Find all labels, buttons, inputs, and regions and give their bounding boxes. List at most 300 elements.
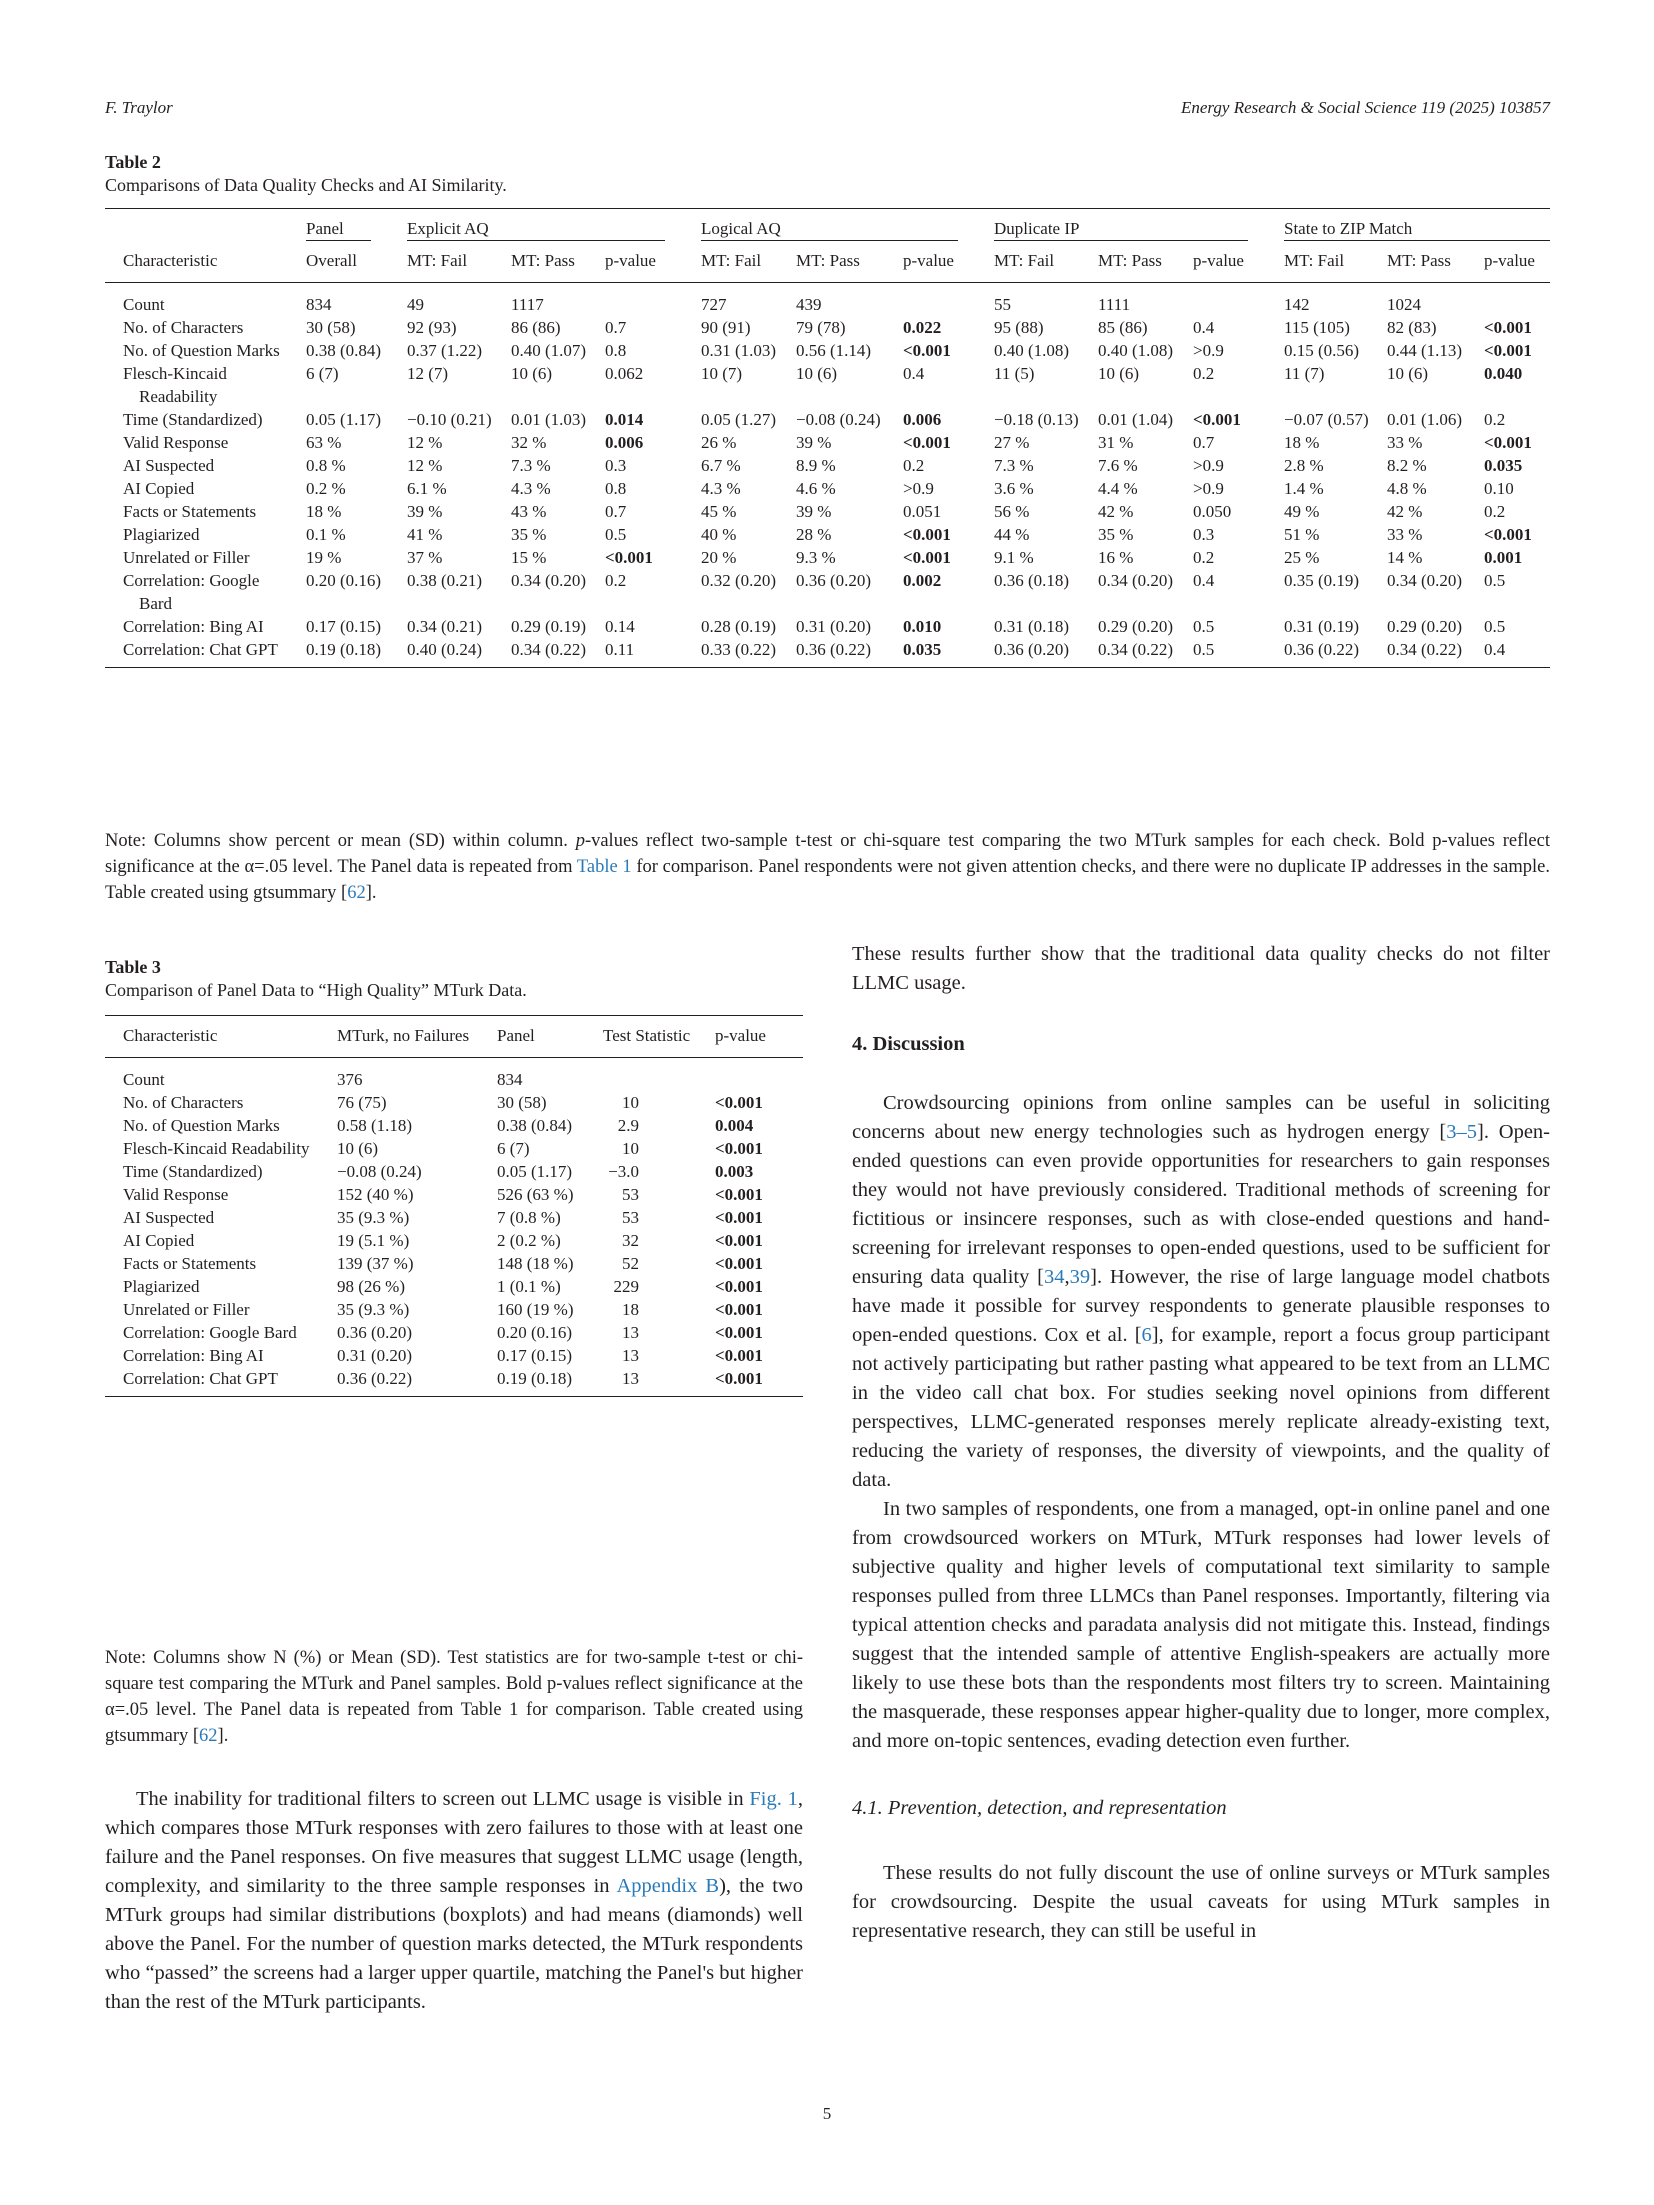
- table-cell: 35 %: [1098, 525, 1134, 544]
- table-cell: 32: [622, 1231, 639, 1250]
- table-cell: 0.3: [1193, 525, 1215, 544]
- table-cell: 1 (0.1 %): [497, 1277, 561, 1296]
- table-cell: <0.001: [715, 1185, 763, 1204]
- table-cell: 0.38 (0.21): [407, 571, 483, 590]
- table-cell: 0.36 (0.22): [337, 1369, 413, 1388]
- table-cell: >0.9: [1193, 479, 1224, 498]
- table-cell: 0.8: [605, 341, 627, 360]
- table-cell: 9.1 %: [994, 548, 1034, 567]
- running-header-author: F. Traylor: [105, 98, 173, 117]
- reference-link[interactable]: 62: [347, 883, 366, 903]
- table-cell: 0.05 (1.17): [497, 1162, 573, 1181]
- table-cell: 14 %: [1387, 548, 1423, 567]
- table2-group-header: Duplicate IP: [976, 209, 1266, 244]
- reference-link[interactable]: 34: [1044, 1266, 1065, 1288]
- table-cell: 10 (6): [511, 364, 553, 383]
- table-cell: 4.8 %: [1387, 479, 1427, 498]
- table-cell: 56 %: [994, 502, 1030, 521]
- table-cell: 0.17 (0.15): [497, 1346, 573, 1365]
- row-label: Unrelated or Filler: [123, 548, 250, 567]
- table3: [105, 1015, 803, 1397]
- table2-column-header: MT: Pass: [493, 243, 587, 283]
- table-cell: <0.001: [715, 1208, 763, 1227]
- table-cell: 1111: [1098, 295, 1131, 314]
- table-row: [105, 362, 1550, 408]
- table-cell: 35 %: [511, 525, 547, 544]
- row-label: AI Suspected: [123, 456, 215, 475]
- table-cell: 0.040: [1484, 364, 1523, 383]
- table-cell: 8.2 %: [1387, 456, 1427, 475]
- reference-link[interactable]: 6: [1141, 1324, 1152, 1346]
- table-cell: 4.3 %: [701, 479, 741, 498]
- table-cell: 10 (6): [1387, 364, 1429, 383]
- table-cell: 142: [1284, 295, 1310, 314]
- table-cell: 0.2: [1484, 502, 1506, 521]
- table-cell: 160 (19 %): [497, 1300, 574, 1319]
- row-label: No. of Question Marks: [123, 341, 280, 360]
- table-cell: <0.001: [903, 341, 951, 360]
- table-cell: 0.006: [605, 433, 644, 452]
- table-cell: <0.001: [715, 1323, 763, 1342]
- table-cell: 35 (9.3 %): [337, 1208, 410, 1227]
- table-cell: 0.31 (0.19): [1284, 617, 1360, 636]
- table-cell: 0.32 (0.20): [701, 571, 777, 590]
- table-cell: 0.022: [903, 318, 942, 337]
- table-cell: 42 %: [1098, 502, 1134, 521]
- table-cell: 0.5: [1484, 571, 1506, 590]
- table-cell: 2 (0.2 %): [497, 1231, 561, 1250]
- table-cell: 42 %: [1387, 502, 1423, 521]
- table2-column-header: p-value: [885, 243, 976, 283]
- table-cell: 0.3: [605, 456, 627, 475]
- table2-group-header: Explicit AQ: [389, 209, 683, 244]
- table-cell: 0.062: [605, 364, 644, 383]
- table-cell: 0.035: [1484, 456, 1523, 475]
- table-cell: 0.36 (0.22): [1284, 640, 1360, 659]
- table2-column-header: p-value: [1466, 243, 1550, 283]
- table-cell: <0.001: [715, 1093, 763, 1112]
- table-cell: [885, 283, 976, 317]
- table-cell: 0.28 (0.19): [701, 617, 777, 636]
- table2-column-header: MT: Fail: [1266, 243, 1369, 283]
- table-cell: 13: [622, 1346, 639, 1365]
- table-cell: 7.3 %: [994, 456, 1034, 475]
- table-cell: 152 (40 %): [337, 1185, 414, 1204]
- table-cell: [1466, 283, 1550, 317]
- table2: [105, 208, 1550, 668]
- table-cell: 0.40 (1.08): [1098, 341, 1174, 360]
- table-cell: 0.002: [903, 571, 942, 590]
- paragraph: In two samples of respondents, one from a managed, opt-in online panel and one from crowdsourced workers on MTurk, MTurk responses had lower levels of subjective quality and higher levels of computational text similarity to sample responses pulled from three LLMCs than Panel responses. Importantly, filtering via typical attention checks and paradata analysis did not mitigate this. Instead, findings suggest that the intended sample of attentive English-speakers are actually more likely to use these bots than the respondents most filters try to screen. Maintaining the masquerade, these responses appear higher-quality due to longer, more complex, and more on-topic sentences, evading detection even further.: [852, 1498, 1550, 1752]
- table-cell: 0.001: [1484, 548, 1523, 567]
- table-cell: 12 (7): [407, 364, 449, 383]
- table-cell: 0.37 (1.22): [407, 341, 483, 360]
- table-row: [105, 1114, 803, 1137]
- row-label: Valid Response: [123, 1185, 229, 1204]
- table1-link[interactable]: Table 1: [576, 857, 632, 877]
- table2-column-header: MT: Pass: [1369, 243, 1466, 283]
- table-cell: 0.7: [605, 318, 627, 337]
- table-cell: −0.08 (0.24): [796, 410, 881, 429]
- table3-body: [105, 1058, 803, 1397]
- table-cell: >0.9: [903, 479, 934, 498]
- table-row: [105, 1091, 803, 1114]
- table2-column-header: MT: Fail: [976, 243, 1080, 283]
- table-cell: 0.40 (0.24): [407, 640, 483, 659]
- table-cell: 53: [622, 1208, 639, 1227]
- table-cell: 0.035: [903, 640, 942, 659]
- table-cell: 86 (86): [511, 318, 561, 337]
- paragraph: These results do not fully discount the use of online surveys or MTurk samples for crowdsourcing. Despite the usual caveats for using MTurk samples in representative research, they can still be useful in: [852, 1862, 1550, 1942]
- table2-column-header-row: [105, 243, 1550, 283]
- row-label: AI Copied: [123, 479, 195, 498]
- table-cell: 52: [622, 1254, 639, 1273]
- table-cell: 0.5: [1193, 617, 1215, 636]
- table-cell: 30 (58): [497, 1093, 547, 1112]
- table3-column-header: Characteristic: [105, 1016, 319, 1058]
- row-label: No. of Question Marks: [123, 1116, 280, 1135]
- table-cell: 0.1 %: [306, 525, 346, 544]
- table-cell: 7 (0.8 %): [497, 1208, 561, 1227]
- running-header-journal: Energy Research & Social Science 119 (2025) 103857: [1180, 98, 1550, 117]
- table-row: [105, 638, 1550, 668]
- table-cell: 0.36 (0.22): [796, 640, 872, 659]
- table-cell: 0.35 (0.19): [1284, 571, 1360, 590]
- row-label: AI Copied: [123, 1231, 195, 1250]
- table-cell: 19 %: [306, 548, 342, 567]
- table-cell: 11 (5): [994, 364, 1035, 383]
- table-cell: 10: [622, 1139, 639, 1158]
- table-row: [105, 1058, 803, 1092]
- table-cell: 44 %: [994, 525, 1030, 544]
- table-cell: 18 %: [306, 502, 342, 521]
- table-cell: 834: [306, 295, 332, 314]
- table-cell: 0.56 (1.14): [796, 341, 872, 360]
- table-row: [105, 569, 1550, 615]
- table-cell: 12 %: [407, 433, 443, 452]
- row-label: Correlation: Google Bard: [123, 571, 260, 613]
- table-cell: −3.0: [608, 1162, 639, 1181]
- table-row: [105, 477, 1550, 500]
- table-row: [105, 431, 1550, 454]
- table3-caption: [105, 957, 527, 1001]
- table-cell: 39 %: [407, 502, 443, 521]
- table-cell: 0.38 (0.84): [497, 1116, 573, 1135]
- table-cell: 0.5: [1193, 640, 1215, 659]
- section-heading: 4. Discussion: [852, 1033, 965, 1055]
- table-cell: 0.05 (1.27): [701, 410, 777, 429]
- table-cell: 6 (7): [497, 1139, 530, 1158]
- table-row: [105, 1252, 803, 1275]
- table-cell: 0.19 (0.18): [306, 640, 382, 659]
- table-cell: 49: [407, 295, 424, 314]
- row-label: Correlation: Google Bard: [123, 1323, 297, 1342]
- table-cell: 2.9: [617, 1116, 639, 1135]
- row-label: Plagiarized: [123, 525, 200, 544]
- table-cell: 834: [497, 1070, 523, 1089]
- table-cell: 10: [622, 1093, 639, 1112]
- table-cell: 0.31 (0.18): [994, 617, 1070, 636]
- table2-body: [105, 283, 1550, 668]
- table-cell: 0.31 (0.20): [337, 1346, 413, 1365]
- table-cell: 33 %: [1387, 525, 1423, 544]
- table-cell: 12 %: [407, 456, 443, 475]
- table-cell: 33 %: [1387, 433, 1423, 452]
- table-cell: <0.001: [605, 548, 653, 567]
- table-cell: 1024: [1387, 295, 1421, 314]
- table-row: [105, 1344, 803, 1367]
- row-label: Correlation: Chat GPT: [123, 1369, 278, 1388]
- table-cell: 37 %: [407, 548, 443, 567]
- table-cell: 0.33 (0.22): [701, 640, 777, 659]
- table-row: [105, 408, 1550, 431]
- subsection-heading: 4.1. Prevention, detection, and representation: [852, 1797, 1227, 1819]
- table-cell: 90 (91): [701, 318, 751, 337]
- table-cell: 0.8 %: [306, 456, 346, 475]
- table-cell: 32 %: [511, 433, 547, 452]
- table-cell: 0.05 (1.17): [306, 410, 382, 429]
- table-row: [105, 1298, 803, 1321]
- table-cell: 0.15 (0.56): [1284, 341, 1360, 360]
- table-cell: 0.7: [605, 502, 627, 521]
- row-label: Plagiarized: [123, 1277, 200, 1296]
- row-label: Correlation: Bing AI: [123, 617, 264, 636]
- table-cell: 0.050: [1193, 502, 1232, 521]
- table-row: [105, 1367, 803, 1397]
- row-label: Unrelated or Filler: [123, 1300, 250, 1319]
- table-cell: 0.003: [715, 1162, 754, 1181]
- table-cell: 0.2 %: [306, 479, 346, 498]
- table-cell: 19 (5.1 %): [337, 1231, 410, 1250]
- table-cell: 1.4 %: [1284, 479, 1324, 498]
- table3-column-header: MTurk, no Failures: [319, 1016, 479, 1058]
- table2-column-header: Characteristic: [105, 243, 288, 283]
- table-row: [105, 1160, 803, 1183]
- table-cell: 439: [796, 295, 822, 314]
- table-cell: 76 (75): [337, 1093, 387, 1112]
- table-cell: 4.3 %: [511, 479, 551, 498]
- table-cell: [587, 283, 683, 317]
- table-cell: 31 %: [1098, 433, 1134, 452]
- table-row: [105, 283, 1550, 317]
- table-row: [105, 1206, 803, 1229]
- row-label: Count: [123, 1070, 165, 1089]
- table-cell: 0.34 (0.22): [1098, 640, 1174, 659]
- page-number: 5: [822, 2104, 832, 2123]
- table-cell: 6.1 %: [407, 479, 447, 498]
- table-row: [105, 615, 1550, 638]
- table-cell: 49 %: [1284, 502, 1320, 521]
- body-column-left: [105, 1785, 803, 2017]
- table-cell: 3.6 %: [994, 479, 1034, 498]
- table-cell: 0.01 (1.06): [1387, 410, 1463, 429]
- table-cell: 16 %: [1098, 548, 1134, 567]
- table-row: [105, 1321, 803, 1344]
- table-cell: 11 (7): [1284, 364, 1325, 383]
- table-cell: 0.34 (0.20): [1098, 571, 1174, 590]
- table-cell: 43 %: [511, 502, 547, 521]
- table-cell: 0.34 (0.21): [407, 617, 483, 636]
- table-cell: 0.34 (0.20): [1387, 571, 1463, 590]
- table2-column-header: MT: Fail: [389, 243, 493, 283]
- row-label: Valid Response: [123, 433, 229, 452]
- table-cell: 1117: [511, 295, 544, 314]
- table2-column-header: Overall: [288, 243, 389, 283]
- table3-title: Comparison of Panel Data to “High Quality” MTurk Data.: [105, 980, 527, 1000]
- table2-column-header: MT: Fail: [683, 243, 778, 283]
- table-cell: <0.001: [903, 548, 951, 567]
- table-cell: 0.8: [605, 479, 627, 498]
- table-cell: <0.001: [903, 525, 951, 544]
- figure-link[interactable]: Fig. 1: [749, 1788, 798, 1810]
- table-cell: 0.01 (1.04): [1098, 410, 1174, 429]
- table-cell: <0.001: [715, 1231, 763, 1250]
- table-cell: 39 %: [796, 502, 832, 521]
- table-cell: 95 (88): [994, 318, 1044, 337]
- appendix-link[interactable]: Appendix B: [616, 1875, 720, 1897]
- table-cell: <0.001: [715, 1254, 763, 1273]
- table-row: [105, 523, 1550, 546]
- table-cell: <0.001: [715, 1139, 763, 1158]
- table-cell: 15 %: [511, 548, 547, 567]
- table-cell: 0.20 (0.16): [306, 571, 382, 590]
- table-row: [105, 1137, 803, 1160]
- table3-header-row: [105, 1016, 803, 1058]
- row-label: AI Suspected: [123, 1208, 215, 1227]
- table-cell: 13: [622, 1323, 639, 1342]
- table-cell: 0.36 (0.20): [796, 571, 872, 590]
- table-cell: 0.29 (0.20): [1387, 617, 1463, 636]
- table-cell: 0.44 (1.13): [1387, 341, 1463, 360]
- table-cell: 2.8 %: [1284, 456, 1324, 475]
- table-row: [105, 1275, 803, 1298]
- table-cell: 0.5: [1484, 617, 1506, 636]
- table-cell: <0.001: [903, 433, 951, 452]
- table-cell: 79 (78): [796, 318, 846, 337]
- table-cell: 18: [622, 1300, 639, 1319]
- row-label: Time (Standardized): [123, 410, 263, 429]
- table3-column-header: Test Statistic: [585, 1016, 697, 1058]
- paragraph: Crowdsourcing opinions from online samples can be useful in soliciting concerns about new energy technologies such as hydrogen energy [3–5]. Open-ended questions can even provide opportunities for researchers to gain responses they would not have previously considered. Traditional methods of screening for fictitious or insincere responses, such as with close-ended questions and hand-screening for irrelevant responses to open-ended questions, used to be sufficient for ensuring data quality [34,39]. However, the rise of large language model chatbots have made it possible for survey respondents to generate plausible responses to open-ended questions. Cox et al. [6], for example, report a focus group participant not actively participating but rather pasting what appeared to be text from an LLMC in the video call chat box. For studies seeking novel opinions from different perspectives, LLMC-generated responses merely replicate already-existing text, reducing the variety of responses, the diversity of viewpoints, and the quality of data.: [852, 1092, 1551, 1491]
- table-cell: 53: [622, 1185, 639, 1204]
- table-cell: 727: [701, 295, 727, 314]
- table-cell: 28 %: [796, 525, 832, 544]
- table3-note: Note: Columns show N (%) or Mean (SD). Test statistics are for two-sample t-test or chi-square test comparing the MTurk and Panel samples. Bold p-values reflect significance at the α=.05 level. The Panel data is repeated from Table 1 for comparison. Table created using gtsummary [62].: [105, 1648, 803, 1746]
- table2-group-header-row: [105, 209, 1550, 244]
- table-cell: 0.10: [1484, 479, 1514, 498]
- table-cell: 0.5: [605, 525, 627, 544]
- row-label: Flesch-Kincaid Readability: [123, 364, 227, 406]
- table-cell: 0.34 (0.20): [511, 571, 587, 590]
- reference-link[interactable]: 62: [199, 1726, 218, 1746]
- table-cell: 0.20 (0.16): [497, 1323, 573, 1342]
- table-cell: −0.07 (0.57): [1284, 410, 1369, 429]
- table-cell: 0.19 (0.18): [497, 1369, 573, 1388]
- table-cell: 4.4 %: [1098, 479, 1138, 498]
- row-label: Facts or Statements: [123, 1254, 257, 1273]
- body-column-right: [852, 940, 1550, 1946]
- table-cell: 0.010: [903, 617, 942, 636]
- table-cell: 45 %: [701, 502, 737, 521]
- table-cell: 55: [994, 295, 1011, 314]
- table-cell: 0.4: [903, 364, 925, 383]
- table-cell: 376: [337, 1070, 363, 1089]
- table-row: [105, 339, 1550, 362]
- table-cell: 0.014: [605, 410, 644, 429]
- table-cell: 18 %: [1284, 433, 1320, 452]
- table3-column-header: Panel: [479, 1016, 585, 1058]
- table-cell: 0.34 (0.22): [1387, 640, 1463, 659]
- table-cell: <0.001: [1484, 525, 1532, 544]
- table-cell: <0.001: [715, 1277, 763, 1296]
- table-cell: 0.38 (0.84): [306, 341, 382, 360]
- table-row: [105, 316, 1550, 339]
- table-cell: [1175, 283, 1266, 317]
- table-cell: 0.006: [903, 410, 942, 429]
- table-cell: 92 (93): [407, 318, 457, 337]
- table-cell: 0.34 (0.22): [511, 640, 587, 659]
- table-cell: 51 %: [1284, 525, 1320, 544]
- reference-link[interactable]: 3–5: [1446, 1121, 1477, 1143]
- table-cell: [585, 1058, 697, 1092]
- table-cell: 6.7 %: [701, 456, 741, 475]
- table-cell: >0.9: [1193, 456, 1224, 475]
- table-cell: 9.3 %: [796, 548, 836, 567]
- table-cell: <0.001: [1484, 433, 1532, 452]
- table-cell: 7.3 %: [511, 456, 551, 475]
- table2-group-header: Logical AQ: [683, 209, 976, 244]
- table-cell: 0.36 (0.20): [337, 1323, 413, 1342]
- row-label: Time (Standardized): [123, 1162, 263, 1181]
- table-cell: 10 (6): [796, 364, 838, 383]
- table-cell: 10 (7): [701, 364, 743, 383]
- table-cell: <0.001: [715, 1300, 763, 1319]
- table-cell: 20 %: [701, 548, 737, 567]
- table-cell: 6 (7): [306, 364, 339, 383]
- row-label: Flesch-Kincaid Readability: [123, 1139, 310, 1158]
- table-row: [105, 454, 1550, 477]
- table-cell: 0.58 (1.18): [337, 1116, 413, 1135]
- table-cell: <0.001: [1484, 318, 1532, 337]
- table-cell: 26 %: [701, 433, 737, 452]
- table-cell: 0.2: [1193, 548, 1215, 567]
- reference-link[interactable]: 39: [1069, 1266, 1091, 1288]
- table-cell: 25 %: [1284, 548, 1320, 567]
- table-cell: 40 %: [701, 525, 737, 544]
- row-label: Correlation: Bing AI: [123, 1346, 264, 1365]
- table2-column-header: p-value: [587, 243, 683, 283]
- table-cell: 0.40 (1.07): [511, 341, 587, 360]
- table-cell: 0.051: [903, 502, 942, 521]
- paragraph: The inability for traditional filters to screen out LLMC usage is visible in Fig. 1, which compares those MTurk responses with zero failures to those with at least one failure and the Panel responses. On five measures that suggest LLMC usage (length, complexity, and similarity to the three sample responses in Appendix B), the two MTurk groups had similar distributions (boxplots) and had means (diamonds) well above the Panel. For the number of question marks detected, the MTurk respondents who “passed” the screens had a larger upper quartile, matching the Panel's but higher than the rest of the MTurk participants.: [105, 1788, 804, 2013]
- table-cell: 98 (26 %): [337, 1277, 405, 1296]
- table-cell: <0.001: [715, 1369, 763, 1388]
- table-cell: 229: [613, 1277, 639, 1296]
- table-cell: 41 %: [407, 525, 443, 544]
- table-cell: 27 %: [994, 433, 1030, 452]
- table-cell: 4.6 %: [796, 479, 836, 498]
- table-cell: 0.2: [1484, 410, 1506, 429]
- row-label: Correlation: Chat GPT: [123, 640, 278, 659]
- table-cell: 13: [622, 1369, 639, 1388]
- table-cell: −0.18 (0.13): [994, 410, 1079, 429]
- table-cell: −0.08 (0.24): [337, 1162, 422, 1181]
- row-label: No. of Characters: [123, 1093, 244, 1112]
- table-cell: 0.31 (0.20): [796, 617, 872, 636]
- table-cell: 0.14: [605, 617, 635, 636]
- table-cell: −0.10 (0.21): [407, 410, 492, 429]
- table-cell: 35 (9.3 %): [337, 1300, 410, 1319]
